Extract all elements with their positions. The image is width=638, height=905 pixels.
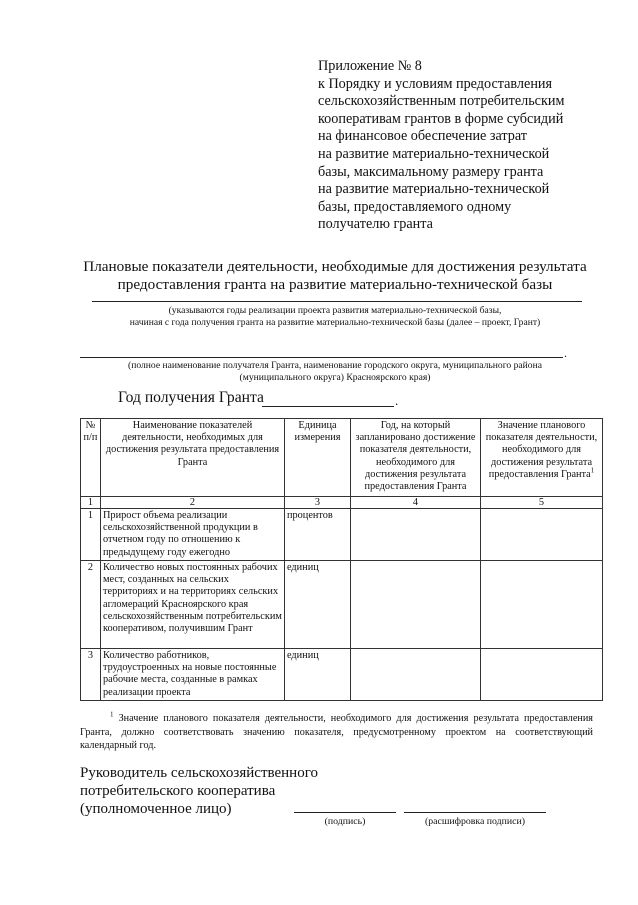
document-title bbox=[40, 258, 630, 294]
table-header-row bbox=[81, 419, 603, 497]
signature-line: Руководитель сельскохозяйственного bbox=[80, 765, 318, 781]
col-number: 3 bbox=[285, 497, 351, 509]
years-note-line-1: (указываются годы реализации проекта развития материально-технической базы, bbox=[168, 305, 502, 316]
row-name: Количество новых постоянных рабочих мест, созданных на сельских территориях и на территориях сельских агломераций Красноярского края сельскохозяйственным потребительским кооперативом, получившим Грант bbox=[101, 561, 285, 649]
recipient-note bbox=[70, 360, 600, 385]
recipient-note-line-2: (муниципального округа) Красноярского края) bbox=[239, 372, 431, 384]
header-name: Наименование показателей деятельности, необходимых для достижения результата предоставления Гранта bbox=[101, 419, 285, 497]
col-number: 1 bbox=[81, 497, 101, 509]
table-row bbox=[81, 649, 603, 701]
grant-year-dot: . bbox=[395, 393, 399, 408]
signature-block bbox=[80, 765, 318, 818]
years-note bbox=[60, 305, 610, 330]
row-num: 1 bbox=[81, 509, 101, 561]
row-value-cell[interactable] bbox=[481, 649, 603, 701]
appendix-line: Приложение № 8 bbox=[318, 58, 422, 74]
appendix-line: на развитие материально-технической bbox=[318, 181, 550, 198]
recipient-dot: . bbox=[564, 346, 567, 360]
table-row bbox=[81, 509, 603, 561]
row-unit: единиц bbox=[285, 561, 351, 649]
header-num: № п/п bbox=[81, 419, 101, 497]
row-value-cell[interactable] bbox=[481, 561, 603, 649]
footnote-mark: 1 bbox=[110, 710, 114, 719]
signature-fill-line[interactable] bbox=[294, 812, 396, 813]
row-value-cell[interactable] bbox=[481, 509, 603, 561]
years-note-line-2: начиная с года получения гранта на развитие материально-технической базы (далее – проект, Грант) bbox=[129, 317, 541, 329]
appendix-line: кооперативам грантов в форме субсидий bbox=[318, 110, 564, 127]
appendix-line: к Порядку и условиям предоставления bbox=[318, 75, 553, 92]
col-number: 4 bbox=[351, 497, 481, 509]
appendix-line: на финансовое обеспечение затрат bbox=[318, 128, 528, 145]
row-year-cell[interactable] bbox=[351, 509, 481, 561]
header-year: Год, на который запланировано достижение показателя деятельности, необходимого для достижения результата предоставления Гранта bbox=[351, 419, 481, 497]
grant-year-label: Год получения Гранта bbox=[118, 389, 264, 406]
header-value bbox=[481, 419, 603, 497]
recipient-fill-line[interactable] bbox=[80, 357, 563, 358]
row-name: Прирост объема реализации сельскохозяйственной продукции в отчетном году по отношению к предыдущему году ежегодно bbox=[101, 509, 285, 561]
signature-caption: (подпись) bbox=[324, 816, 366, 827]
col-number: 2 bbox=[101, 497, 285, 509]
indicators-table bbox=[80, 418, 603, 701]
col-number: 5 bbox=[481, 497, 603, 509]
decode-fill-line[interactable] bbox=[404, 812, 546, 813]
appendix-line: на развитие материально-технической bbox=[318, 145, 550, 162]
signature-line: потребительского кооператива bbox=[80, 782, 276, 799]
row-year-cell[interactable] bbox=[351, 649, 481, 701]
decode-caption: (расшифровка подписи) bbox=[424, 816, 525, 827]
appendix-line: базы, предоставляемого одному bbox=[318, 198, 512, 215]
table-row bbox=[81, 561, 603, 649]
title-line-2: предоставления гранта на развитие материально-технической базы bbox=[117, 276, 553, 293]
column-number-row bbox=[81, 497, 603, 509]
footnote bbox=[80, 712, 593, 753]
signature-line: (уполномоченное лицо) bbox=[80, 800, 232, 817]
header-unit: Единица измерения bbox=[285, 419, 351, 497]
appendix-line: сельскохозяйственным потребительским bbox=[318, 93, 565, 110]
header-value-text: Значение планового показателя деятельности, необходимого для достижения результата предоставления Гранта bbox=[485, 420, 598, 480]
years-fill-line[interactable] bbox=[92, 301, 582, 302]
grant-year-row bbox=[118, 389, 264, 407]
appendix-header bbox=[318, 58, 618, 234]
row-unit: процентов bbox=[285, 509, 351, 561]
footnote-text: Значение планового показателя деятельности, необходимого для достижения результата предоставления Гранта, должно соответствовать значению показателя, предусмотренному проектом на соответствующий календарный год. bbox=[80, 713, 593, 752]
title-line-1: Плановые показатели деятельности, необходимые для достижения результата bbox=[83, 258, 587, 275]
row-num: 3 bbox=[81, 649, 101, 701]
footnote-ref: 1 bbox=[590, 466, 595, 475]
row-unit: единиц bbox=[285, 649, 351, 701]
row-num: 2 bbox=[81, 561, 101, 649]
appendix-line: получателю гранта bbox=[318, 216, 433, 233]
appendix-line: базы, максимальному размеру гранта bbox=[318, 163, 544, 180]
grant-year-fill-line[interactable] bbox=[262, 406, 394, 407]
row-name: Количество работников, трудоустроенных на новые постоянные рабочие места, созданные в рамках реализации проекта bbox=[101, 649, 285, 701]
recipient-note-line-1: (полное наименование получателя Гранта, наименование городского округа, муниципального района bbox=[128, 360, 542, 371]
row-year-cell[interactable] bbox=[351, 561, 481, 649]
